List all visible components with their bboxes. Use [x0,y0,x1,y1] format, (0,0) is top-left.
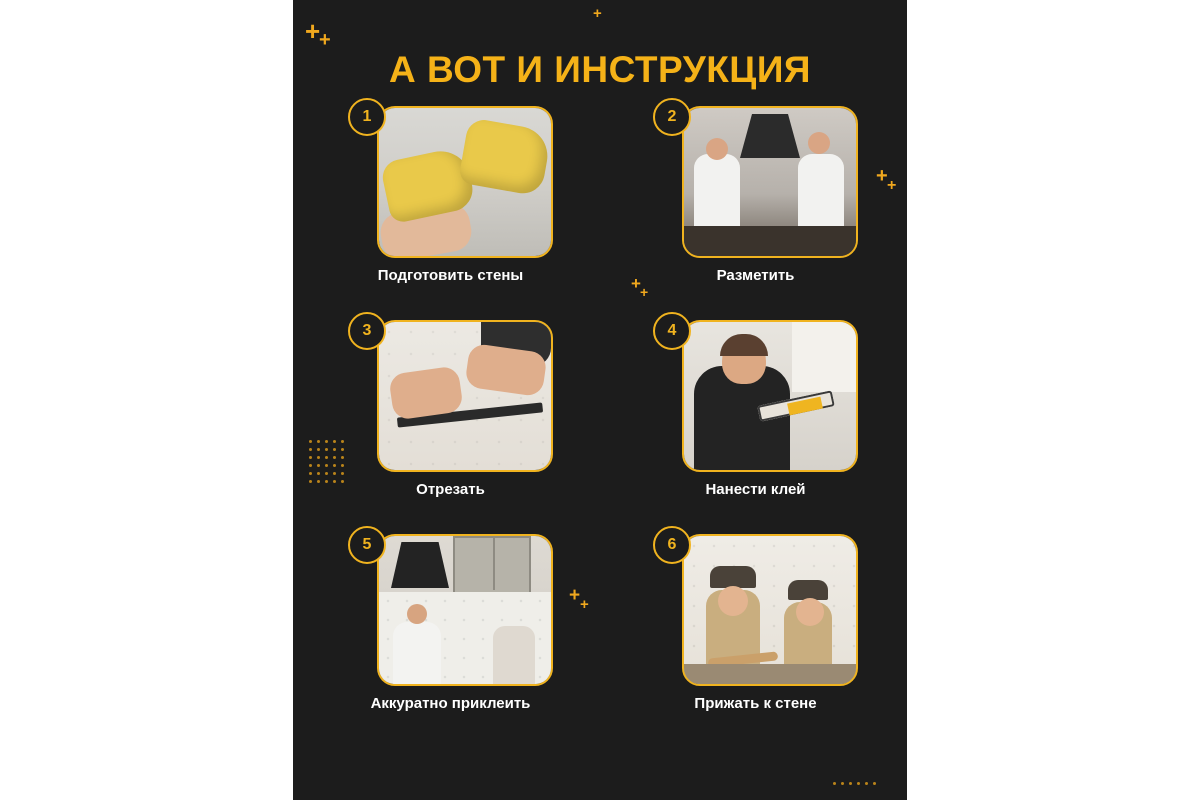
step-caption: Аккуратно приклеить [370,695,531,712]
plus-mark-icon: + [631,274,641,293]
step-image-gloved-hands-preparing-wall [377,106,553,258]
step-caption: Разметить [716,267,795,284]
step-item [653,106,858,284]
step-number-badge: 5 [348,526,386,564]
plus-mark-icon: + [593,5,602,22]
plus-mark-icon: + [305,16,321,46]
step-number-badge: 2 [653,98,691,136]
plus-mark-icon: + [887,177,897,194]
step-image-man-applying-glue-with-gun [682,320,858,472]
step-image-children-baking-in-kitchen [682,534,858,686]
dot-grid [309,440,344,483]
step-image-hands-cutting-panel [377,320,553,472]
step-caption: Нанести клей [705,481,806,498]
step-item [653,534,858,712]
plus-mark-icon: + [640,284,649,300]
plus-mark-icon: + [580,596,589,613]
steps-grid [348,106,858,712]
poster-canvas [293,0,907,800]
step-image-two-workers-marking-wall [682,106,858,258]
dot-grid [833,782,876,785]
step-item [348,534,553,712]
step-caption: Прижать к стене [694,695,817,712]
step-image-worker-gluing-panel-under-hood [377,534,553,686]
step-caption: Отрезать [416,481,485,498]
step-number-badge: 3 [348,312,386,350]
plus-mark-icon: + [319,29,331,51]
step-item [653,320,858,498]
step-item [348,320,553,498]
step-number-badge: 6 [653,526,691,564]
step-number-badge: 1 [348,98,386,136]
plus-mark-icon: + [876,165,888,187]
step-caption: Подготовить стены [377,267,524,284]
step-number-badge: 4 [653,312,691,350]
page-title: А ВОТ И ИНСТРУКЦИЯ [388,48,812,90]
plus-mark-icon: + [569,585,581,606]
step-item [348,106,553,284]
